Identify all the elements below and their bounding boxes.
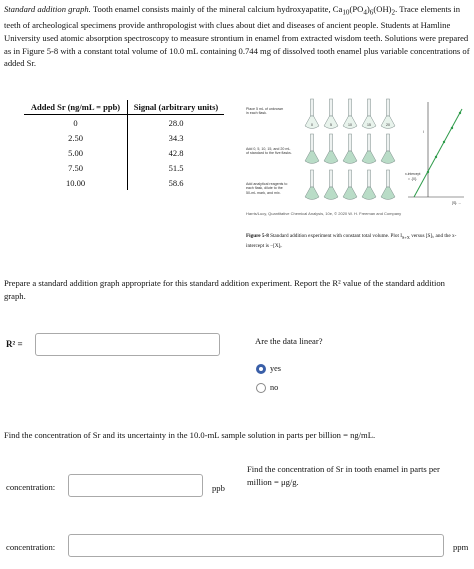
volumetric-flask-icon: [343, 134, 357, 164]
flask-neck: [311, 99, 314, 116]
linear-question: Are the data linear?: [255, 336, 323, 346]
question-graph: Prepare a standard addition graph appropriate for this standard addition experiment. Report the R² value of the standard addition graph.: [4, 278, 445, 301]
volumetric-flask-icon: [324, 170, 338, 200]
step-text: 50-mL mark, and mix.: [246, 190, 281, 195]
volumetric-flask-icon: [305, 134, 319, 164]
figure-credit: Harris/Lucy, Quantitative Chemical Analysis, 10e, © 2020 W. H. Freeman and Company: [246, 211, 402, 216]
standard-addition-figure: [242, 97, 467, 242]
flask-bulb: [343, 151, 357, 164]
intro-text: ): [366, 4, 370, 14]
volumetric-flask-icon: [305, 170, 319, 200]
table-cell: 2.50: [24, 130, 128, 145]
flask-bulb: [362, 187, 376, 200]
flask-neck: [368, 134, 371, 151]
step-text: each flask, dilute to the: [246, 186, 283, 191]
mini-plot: [405, 102, 464, 205]
table-header-added-sr: Added Sr (ng/mL = ppb): [24, 100, 128, 115]
x-intercept-label: x-intercept: [405, 172, 421, 176]
flask-rows: [305, 99, 395, 200]
flask-bulb: [381, 151, 395, 164]
table-cell: 42.8: [168, 147, 184, 158]
plot-line: [414, 109, 462, 197]
flask-neck: [330, 99, 333, 116]
radio-yes[interactable]: [256, 364, 266, 374]
plot-point: [443, 141, 445, 143]
table-row: [24, 145, 224, 160]
table-cell: 0: [24, 115, 128, 131]
step-text: Add 0, 5, 10, 15, and 20 mL: [246, 147, 291, 151]
plot-y-label: I: [423, 130, 424, 134]
flask-label: 10: [348, 123, 352, 127]
problem-intro: [4, 3, 470, 70]
flask-neck: [311, 170, 314, 187]
r2-label: R² =: [6, 339, 23, 349]
flask-bulb: [324, 187, 338, 200]
subscript: 6: [369, 8, 374, 17]
question-ppm: Find the concentration of Sr in tooth enamel in parts per million = μg/g.: [247, 464, 440, 487]
table-cell: 5.00: [24, 145, 128, 160]
caption-text: versus [S]ᵢ, and the x-intercept is −[X]ᵢ.: [246, 233, 457, 250]
intro-text: Tooth enamel consists mainly of the mineral calcium hydroxyapatite, Ca: [90, 4, 343, 14]
table-cell: 10.00: [24, 175, 128, 190]
flask-bulb: [305, 187, 319, 200]
flask-neck: [368, 99, 371, 116]
volumetric-flask-icon: [362, 170, 376, 200]
step-text: in each flask.: [246, 111, 267, 116]
volumetric-flask-icon: [343, 99, 357, 129]
volumetric-flask-icon: [324, 134, 338, 164]
figure-caption: [246, 232, 468, 251]
table-row: [24, 130, 224, 145]
r2-input[interactable]: [35, 333, 220, 356]
caption-text: Standard addition experiment with constant total volume. Plot I: [268, 233, 402, 239]
flask-neck: [387, 170, 390, 187]
subscript: 2: [391, 8, 396, 17]
volumetric-flask-icon: [362, 134, 376, 164]
concentration-ppb-input[interactable]: [68, 474, 203, 497]
intro-text: (OH): [373, 4, 392, 14]
plot-point: [435, 156, 437, 158]
volumetric-flask-icon: [381, 170, 395, 200]
concentration-label-ppm: concentration:: [6, 542, 56, 552]
flask-neck: [387, 99, 390, 116]
data-table: [24, 100, 224, 190]
flask-bulb: [362, 151, 376, 164]
unit-ppb: ppb: [212, 483, 225, 493]
step-text: Add analytical reagents to: [246, 182, 288, 186]
table-row: [24, 115, 224, 131]
flasks-and-plot-drawing: [242, 97, 467, 209]
flask-neck: [311, 134, 314, 151]
flask-label: 15: [367, 123, 371, 127]
radio-yes-label[interactable]: yes: [270, 364, 281, 373]
flask-bulb: [305, 151, 319, 164]
table-header-signal: Signal (arbitrary units): [128, 100, 225, 115]
subscript: 10: [342, 8, 350, 17]
x-intercept-sub: = -[X]ᵢ: [408, 177, 417, 181]
table-cell: 7.50: [24, 160, 128, 175]
step-text: of standard to the five flasks.: [246, 151, 292, 156]
plot-point: [451, 127, 453, 129]
flask-neck: [349, 99, 352, 116]
volumetric-flask-icon: [343, 170, 357, 200]
concentration-label-ppb: concentration:: [6, 482, 56, 492]
radio-no-label[interactable]: no: [270, 383, 279, 392]
question-ppb: Find the concentration of Sr and its uncertainty in the 10.0-mL sample solution in parts per billion = ng/mL.: [4, 430, 376, 440]
flask-label: 5: [330, 123, 332, 127]
flask-neck: [349, 134, 352, 151]
plot-point: [427, 171, 429, 173]
table-cell: 28.0: [168, 117, 184, 128]
flask-label: 20: [386, 123, 390, 127]
intro-text: . Trace elements in teeth of archeological specimens provide anthropologist with clues about diet and diseases of ancient people. Students at Hamline University used atomic absorption spectroscopy to measure strontium in enamel from extracted wisdom teeth. Solutions were prepared as in Figure 5-8 with a constant total volume of 10.0 mL containing 0.744 mg of dissolved tooth enamel plus variable concentrations of added Sr.: [4, 4, 470, 69]
flask-bulb: [324, 151, 338, 164]
table-row: [24, 175, 224, 190]
subscript: 4: [363, 8, 367, 17]
problem-title: Standard addition graph.: [4, 4, 91, 14]
intro-text: (PO: [349, 4, 364, 14]
volumetric-flask-icon: [381, 134, 395, 164]
volumetric-flask-icon: [381, 99, 395, 129]
subscript: S+X: [401, 235, 410, 241]
table-cell: 51.5: [168, 162, 184, 173]
plot-x-label: [S]ᵢ →: [452, 201, 462, 205]
flask-neck: [330, 134, 333, 151]
unit-ppm: ppm: [453, 542, 469, 552]
table-cell: 34.3: [168, 132, 184, 143]
volumetric-flask-icon: [362, 99, 376, 129]
volumetric-flask-icon: [305, 99, 319, 129]
table-cell: 58.6: [168, 177, 184, 188]
flask-bulb: [343, 187, 357, 200]
flask-label: 0: [311, 123, 313, 127]
plot-point: [459, 112, 461, 114]
concentration-ppm-input[interactable]: [68, 534, 444, 557]
flask-neck: [387, 134, 390, 151]
flask-bulb: [381, 187, 395, 200]
volumetric-flask-icon: [324, 99, 338, 129]
table-row: [24, 160, 224, 175]
radio-no[interactable]: [256, 383, 266, 393]
flask-neck: [349, 170, 352, 187]
step-text: Place 5 mL of unknown: [246, 107, 284, 111]
flask-neck: [368, 170, 371, 187]
caption-label: Figure 5-8: [246, 233, 269, 239]
flask-neck: [330, 170, 333, 187]
